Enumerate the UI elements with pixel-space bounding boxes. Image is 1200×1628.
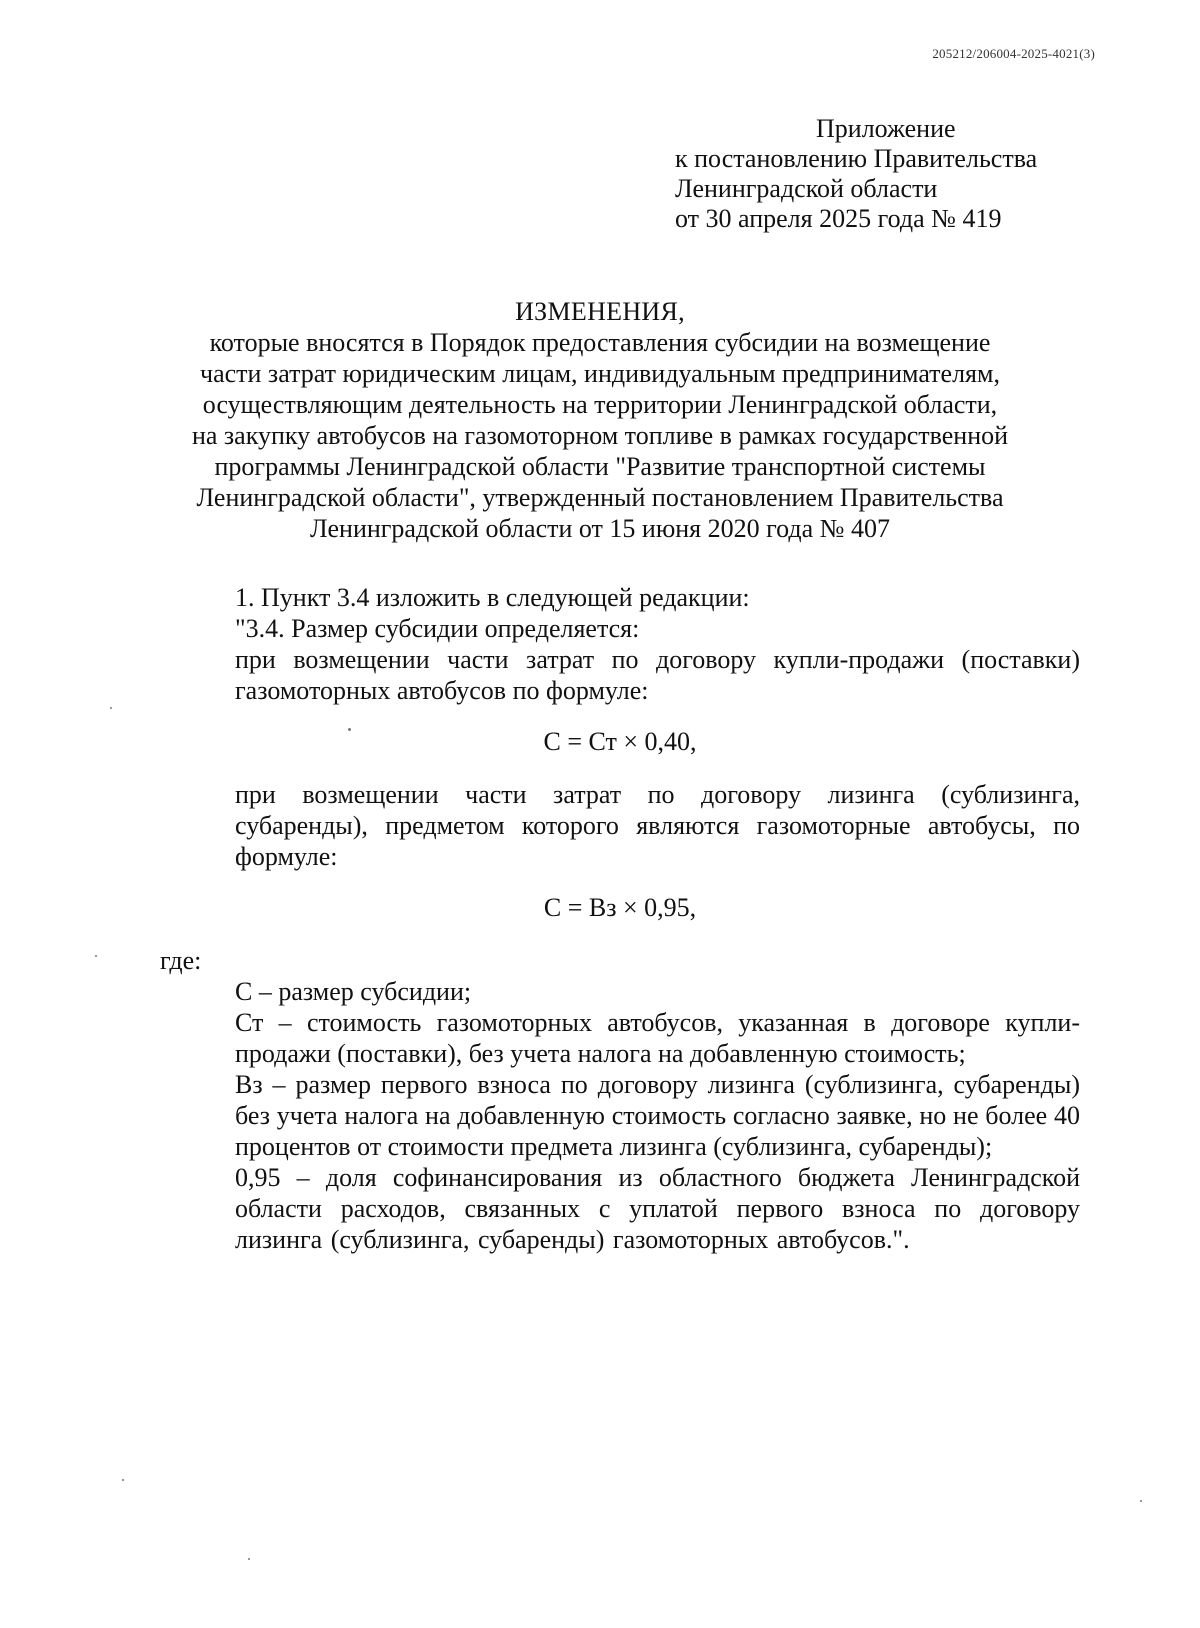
scan-speck xyxy=(110,707,112,709)
definition-st: Ст – стоимость газомоторных автобусов, указанная в договоре купли-продажи (поставки), без учета налога на добавленную стоимость; xyxy=(235,1008,1080,1068)
document-title xyxy=(0,296,1200,544)
paragraph-leasing: при возмещении части затрат по договору лизинга (сублизинга, субаренды), предметом которого являются газомоторные автобусы, по формуле: xyxy=(235,780,1080,871)
document-body xyxy=(160,582,1080,1255)
definition-095: 0,95 – доля софинансирования из областного бюджета Ленинградской области расходов, связанных с уплатой первого взноса по договору лизинга (сублизинга, субаренды) газомоторных автобусов.". xyxy=(235,1163,1080,1254)
title-line: Ленинградской области", утвержденный постановлением Правительства xyxy=(196,483,1004,512)
where-label: где: xyxy=(160,946,202,975)
appendix-line: Приложение xyxy=(816,114,956,143)
title-line: Ленинградской области от 15 июня 2020 года № 407 xyxy=(310,514,890,543)
appendix-line: от 30 апреля 2025 года № 419 xyxy=(675,204,1002,233)
document-id: 205212/206004-2025-4021(3) xyxy=(932,46,1095,61)
scan-speck xyxy=(248,1558,250,1560)
scan-speck xyxy=(95,955,97,957)
scan-speck xyxy=(122,1479,124,1481)
title-line: которые вносятся в Порядок предоставления субсидии на возмещение xyxy=(209,328,991,357)
scan-speck xyxy=(348,728,351,731)
definition-c: С – размер субсидии; xyxy=(235,977,472,1006)
appendix-block xyxy=(675,114,1037,234)
item-1-quote: "3.4. Размер субсидии определяется: xyxy=(235,614,640,643)
formula-leasing: С = Вз × 0,95, xyxy=(543,893,697,922)
appendix-line: Ленинградской области xyxy=(675,174,938,203)
title-line: осуществляющим деятельность на территории Ленинградской области, xyxy=(202,390,998,419)
paragraph-purchase: при возмещении части затрат по договору купли-продажи (поставки) газомоторных автобусов по формуле: xyxy=(235,645,1080,705)
formula-purchase: С = Ст × 0,40, xyxy=(543,727,697,756)
item-1: 1. Пункт 3.4 изложить в следующей редакции: xyxy=(235,583,750,612)
title-line: на закупку автобусов на газомоторном топливе в рамках государственной xyxy=(191,421,1009,450)
scan-speck xyxy=(1140,1500,1142,1502)
title-line: программы Ленинградской области "Развитие транспортной системы xyxy=(214,452,986,481)
title-heading: ИЗМЕНЕНИЯ, xyxy=(515,297,685,326)
definition-vz: Вз – размер первого взноса по договору лизинга (сублизинга, субаренды) без учета налога на добавленную стоимость согласно заявке, но не более 40 процентов от стоимости предмета лизинга (сублизинга, субаренды); xyxy=(235,1070,1080,1161)
appendix-line: к постановлению Правительства xyxy=(675,144,1038,173)
title-line: части затрат юридическим лицам, индивидуальным предпринимателям, xyxy=(200,359,1000,388)
